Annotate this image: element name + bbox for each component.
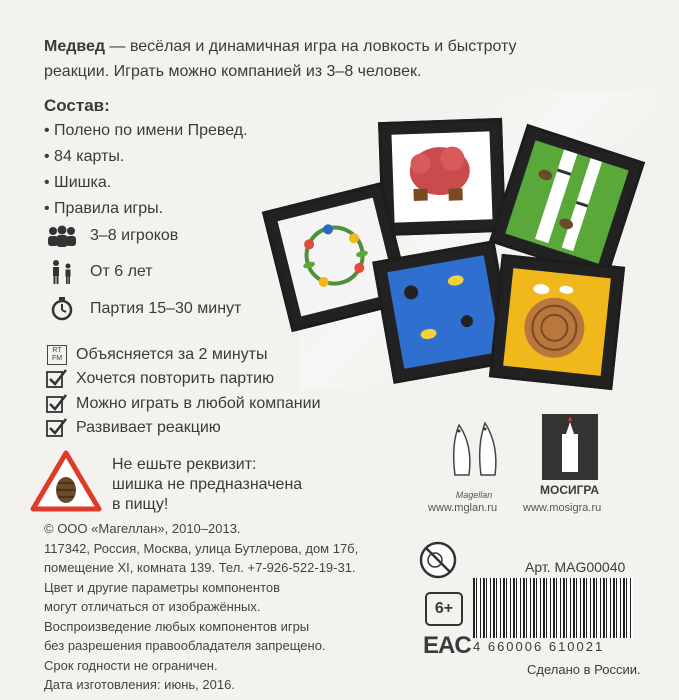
- barcode: [473, 578, 633, 638]
- legal-line: Срок годности не ограничен.: [44, 657, 218, 673]
- legal-line: Воспроизведение любых компонентов игры: [44, 618, 310, 634]
- duration-text: Партия 15–30 минут: [90, 300, 242, 317]
- check-text: Можно играть в любой компании: [76, 395, 321, 412]
- mosigra-logo-icon: [540, 412, 600, 482]
- checkmark-icon: [44, 418, 70, 438]
- players-row: [44, 222, 178, 250]
- rtfm-icon: RT FM: [44, 345, 70, 365]
- legal-line: без разрешения правообладателя запрещено.: [44, 638, 326, 653]
- list-item: • Правила игры.: [44, 196, 248, 222]
- penguins-icon: [439, 415, 509, 485]
- legal-text: [44, 519, 358, 695]
- warning-line: шишка не предназначена: [112, 476, 303, 493]
- eac-mark: EAC: [423, 632, 471, 659]
- stopwatch-icon: [44, 297, 80, 321]
- list-item: • 84 карты.: [44, 144, 248, 170]
- check-text: Развивает реакцию: [76, 419, 221, 436]
- brand-name: Медвед: [44, 38, 106, 55]
- explain-text: Объясняется за 2 минуты: [76, 346, 268, 363]
- age-badge: 6+: [425, 592, 463, 626]
- magellan-url: www.mglan.ru: [428, 502, 498, 514]
- check-text: Хочется повторить партию: [76, 370, 275, 387]
- legal-line: Цвет и другие параметры компонентов: [44, 579, 281, 595]
- players-icon: [44, 225, 80, 247]
- legal-line: помещение XI, комната 139. Тел. +7-926-522-19-31.: [44, 560, 356, 575]
- mosigra-name: МОСИГРА: [540, 483, 600, 497]
- warning-text: [112, 455, 302, 515]
- list-item: • Шишка.: [44, 170, 248, 196]
- contents-list: [44, 118, 248, 222]
- legal-line: © ООО «Магеллан», 2010–2013.: [44, 521, 241, 536]
- checkmark-icon: [44, 394, 70, 414]
- article-number: Арт. MAG00040: [525, 559, 626, 575]
- duration-row: [44, 295, 241, 323]
- intro-line1: — весёлая и динамичная игра на ловкость и быстроту: [105, 38, 517, 55]
- check-row: [44, 416, 221, 440]
- barcode-number: 4 660006 610021: [473, 639, 605, 654]
- warning-line: в пищу!: [112, 496, 169, 513]
- no-small-children-icon: [418, 540, 458, 585]
- legal-line: 117342, Россия, Москва, улица Бутлерова, дом 17б,: [44, 540, 359, 556]
- check-row: [44, 367, 274, 391]
- checkmark-icon: [44, 369, 70, 389]
- explain-row: [44, 343, 268, 367]
- check-row: [44, 392, 321, 416]
- magellan-signature: Magellan: [455, 490, 493, 500]
- intro-line2: реакции. Играть можно компанией из 3–8 человек.: [44, 63, 422, 80]
- cards-illustration: [270, 115, 630, 390]
- warning-cone-icon: [30, 450, 102, 517]
- legal-line: Дата изготовления: июнь, 2016.: [44, 677, 235, 692]
- age-text: От 6 лет: [90, 263, 153, 280]
- intro-text: [44, 34, 604, 84]
- age-row: [44, 258, 153, 286]
- magellan-logo: [428, 415, 520, 515]
- legal-line: могут отличаться от изображённых.: [44, 599, 261, 614]
- card-log-yellow: [489, 254, 625, 390]
- players-text: 3–8 игроков: [90, 227, 179, 244]
- mosigra-url: www.mosigra.ru: [523, 502, 602, 514]
- contents-title: Состав:: [44, 96, 110, 115]
- list-item: • Полено по имени Превед.: [44, 118, 248, 144]
- age-people-icon: [44, 260, 80, 284]
- card-bush: [378, 118, 506, 236]
- made-in: Сделано в России.: [527, 662, 641, 677]
- warning-line: Не ешьте реквизит:: [112, 456, 257, 473]
